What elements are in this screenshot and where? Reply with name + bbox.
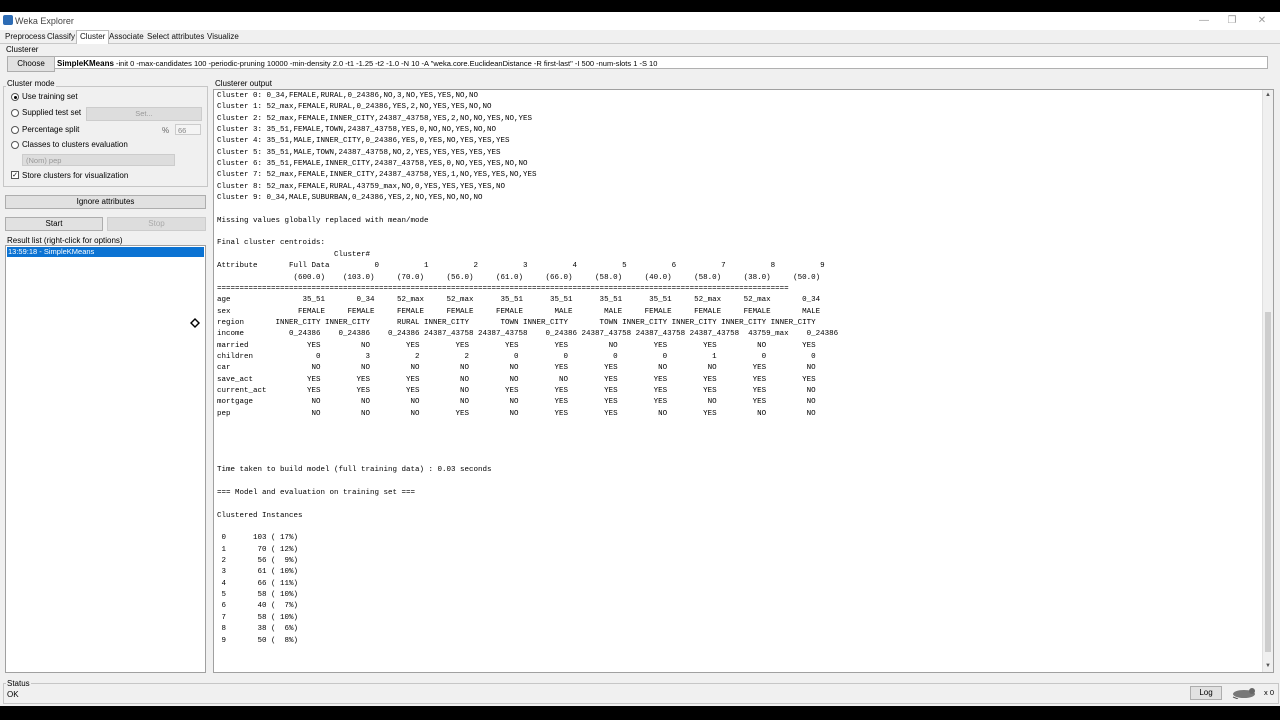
- output-line: Cluster 1: 52_max,FEMALE,RURAL,0_24386,YES,2,NO,YES,YES,NO,NO: [217, 103, 492, 112]
- supplied-test-set-radio[interactable]: [11, 109, 19, 117]
- supplied-test-set-label: Supplied test set: [22, 108, 82, 117]
- clusterer-algorithm-name: SimpleKMeans: [57, 59, 114, 68]
- tab-associate[interactable]: Associate: [109, 32, 144, 41]
- output-line: Cluster 0: 0_34,FEMALE,RURAL,0_24386,NO,3,NO,YES,YES,NO,NO: [217, 92, 479, 100]
- clusterer-section-label: Clusterer: [6, 45, 39, 54]
- output-line: 2 56 ( 9%): [221, 557, 299, 566]
- output-line: Cluster 9: 0_34,MALE,SUBURBAN,0_24386,YES,2,NO,YES,NO,NO,NO: [217, 194, 483, 203]
- screen-bottom-bar: [0, 706, 1280, 720]
- output-line: 3 61 ( 10%): [221, 568, 299, 577]
- ignore-attributes-button[interactable]: Ignore attributes: [5, 195, 206, 209]
- classes-to-clusters-label: Classes to clusters evaluation: [22, 140, 128, 149]
- output-line: 6 40 ( 7%): [221, 602, 299, 611]
- tab-bar: [0, 30, 1280, 44]
- restore-button[interactable]: ❐: [1227, 15, 1237, 26]
- scrollbar-thumb[interactable]: [1265, 312, 1271, 652]
- clusterer-output-panel[interactable]: [213, 89, 1274, 673]
- output-line: Cluster 4: 35_51,MALE,INNER_CITY,0_24386,YES,0,YES,NO,YES,YES,YES: [217, 137, 510, 146]
- clusterer-output-text: [217, 91, 838, 647]
- output-line: Cluster 8: 52_max,FEMALE,RURAL,43759_max,NO,0,YES,YES,YES,YES,NO: [217, 182, 506, 191]
- screen-top-bar: [0, 0, 1280, 12]
- log-button[interactable]: Log: [1190, 686, 1222, 700]
- stop-button[interactable]: Stop: [107, 217, 206, 231]
- percentage-split-label: Percentage split: [22, 125, 80, 134]
- tab-classify[interactable]: Classify: [47, 32, 76, 41]
- cluster-mode-label: Cluster mode: [7, 79, 55, 88]
- output-line: pep NO NO NO YES NO YES YES NO YES NO NO: [217, 409, 816, 418]
- result-list[interactable]: [5, 245, 206, 673]
- output-line: region INNER_CITY INNER_CITY RURAL INNER_CITY TOWN INNER_CITY TOWN INNER_CITY INNER_CITY INNER_CITY INNER_CITY: [217, 318, 816, 327]
- status-text: OK: [7, 690, 19, 699]
- status-panel: [3, 683, 1279, 704]
- store-clusters-label: Store clusters for visualization: [22, 171, 129, 180]
- close-button[interactable]: ✕: [1257, 15, 1267, 26]
- result-list-label: Result list (right-click for options): [7, 236, 123, 245]
- percent-sign: %: [162, 126, 170, 135]
- scroll-up-arrow-icon[interactable]: ▲: [1265, 92, 1271, 98]
- output-line: children 0 3 2 2 0 0 0 0 1 0 0: [217, 352, 816, 361]
- output-line: sex FEMALE FEMALE FEMALE FEMALE FEMALE MALE MALE FEMALE FEMALE FEMALE MALE: [217, 307, 821, 316]
- output-line: Cluster 3: 35_51,FEMALE,TOWN,24387_43758,YES,0,NO,NO,YES,NO,NO: [217, 126, 497, 135]
- choose-button[interactable]: Choose: [7, 56, 55, 72]
- tab-select-attributes[interactable]: Select attributes: [147, 32, 205, 41]
- window-titlebar: [0, 12, 1280, 30]
- output-line: 1 70 ( 12%): [221, 545, 299, 554]
- output-line: Final cluster centroids:: [217, 239, 326, 248]
- classes-to-clusters-radio[interactable]: [11, 141, 19, 149]
- output-line: Cluster#: [334, 250, 371, 259]
- output-line: Missing values globally replaced with mean/mode: [217, 216, 429, 225]
- weka-bird-icon[interactable]: [1230, 687, 1258, 699]
- output-line: 7 58 ( 10%): [221, 613, 299, 622]
- output-line: Cluster 2: 52_max,FEMALE,INNER_CITY,24387_43758,YES,2,NO,NO,YES,NO,YES: [217, 114, 533, 123]
- clusterer-config-field[interactable]: [54, 56, 1268, 69]
- result-list-item[interactable]: 13:59:18 - SimpleKMeans: [7, 247, 204, 257]
- use-training-set-label: Use training set: [22, 92, 78, 101]
- tab-cluster[interactable]: Cluster: [76, 30, 109, 44]
- output-line: 0 103 ( 17%): [221, 534, 299, 543]
- use-training-set-radio[interactable]: [11, 93, 19, 101]
- output-line: income 0_24386 0_24386 0_24386 24387_43758 24387_43758 0_24386 24387_43758 24387_43758 24387_43758 43759_max 0_24386: [217, 330, 839, 339]
- output-line: === Model and evaluation on training set ===: [217, 489, 416, 498]
- output-line: 8 38 ( 6%): [221, 625, 299, 634]
- scroll-down-arrow-icon[interactable]: ▼: [1265, 663, 1271, 669]
- task-count: x 0: [1264, 688, 1275, 697]
- set-test-set-button[interactable]: Set...: [86, 107, 202, 121]
- output-line: Cluster 6: 35_51,FEMALE,INNER_CITY,24387_43758,YES,0,NO,YES,YES,NO,NO: [217, 160, 528, 169]
- clusterer-output-label: Clusterer output: [215, 79, 272, 88]
- output-line: Time taken to build model (full training data) : 0.03 seconds: [217, 466, 492, 475]
- tab-visualize[interactable]: Visualize: [207, 32, 239, 41]
- output-line: save_act YES YES YES NO NO NO YES YES YES YES YES: [217, 375, 816, 384]
- percentage-split-input[interactable]: 66: [175, 124, 201, 135]
- output-line: age 35_51 0_34 52_max 52_max 35_51 35_51 35_51 35_51 52_max 52_max 0_34: [217, 296, 821, 305]
- output-line: car NO NO NO NO NO YES YES NO NO YES NO: [217, 364, 816, 373]
- output-line: Attribute Full Data 0 1 2 3 4 5 6 7 8 9: [217, 262, 825, 271]
- output-line: Clustered Instances: [217, 511, 303, 520]
- output-line: mortgage NO NO NO NO NO YES YES YES NO YES NO: [217, 398, 816, 407]
- mouse-cursor-icon: [190, 318, 200, 328]
- output-vertical-scrollbar[interactable]: [1262, 90, 1273, 672]
- store-clusters-checkbox[interactable]: ✓: [12, 172, 18, 179]
- output-line: Cluster 7: 52_max,FEMALE,INNER_CITY,24387_43758,YES,1,NO,YES,YES,NO,YES: [217, 171, 537, 180]
- output-line: current_act YES YES YES NO YES YES YES YES YES YES NO: [217, 386, 816, 395]
- minimize-button[interactable]: —: [1199, 15, 1209, 26]
- start-button[interactable]: Start: [5, 217, 103, 231]
- output-line: married YES NO YES YES YES YES NO YES YES NO YES: [217, 341, 816, 350]
- tab-preprocess[interactable]: Preprocess: [5, 32, 46, 41]
- output-line: 9 50 ( 8%): [221, 636, 299, 645]
- weka-app-icon: [3, 15, 13, 25]
- output-line: Cluster 5: 35_51,MALE,TOWN,24387_43758,NO,2,YES,YES,YES,YES,YES: [217, 148, 501, 157]
- output-line: 4 66 ( 11%): [221, 579, 299, 588]
- class-attribute-select[interactable]: (Nom) pep: [22, 154, 175, 166]
- output-line: 5 58 ( 10%): [221, 591, 299, 600]
- percentage-split-radio[interactable]: [11, 126, 19, 134]
- clusterer-options: -init 0 -max-candidates 100 -periodic-pruning 10000 -min-density 2.0 -t1 -1.25 -t2 -1.0 -N 10 -A "weka.core.EuclideanDistance -R first-last" -I 500 -num-slots 1 -S 10: [113, 59, 658, 68]
- output-line: ===============================================================================================================================: [217, 284, 789, 293]
- window-title: Weka Explorer: [15, 16, 74, 26]
- output-line: (600.0) (103.0) (70.0) (56.0) (61.0) (66.0) (58.0) (40.0) (58.0) (38.0) (50.0): [293, 273, 821, 282]
- status-label: Status: [7, 679, 30, 688]
